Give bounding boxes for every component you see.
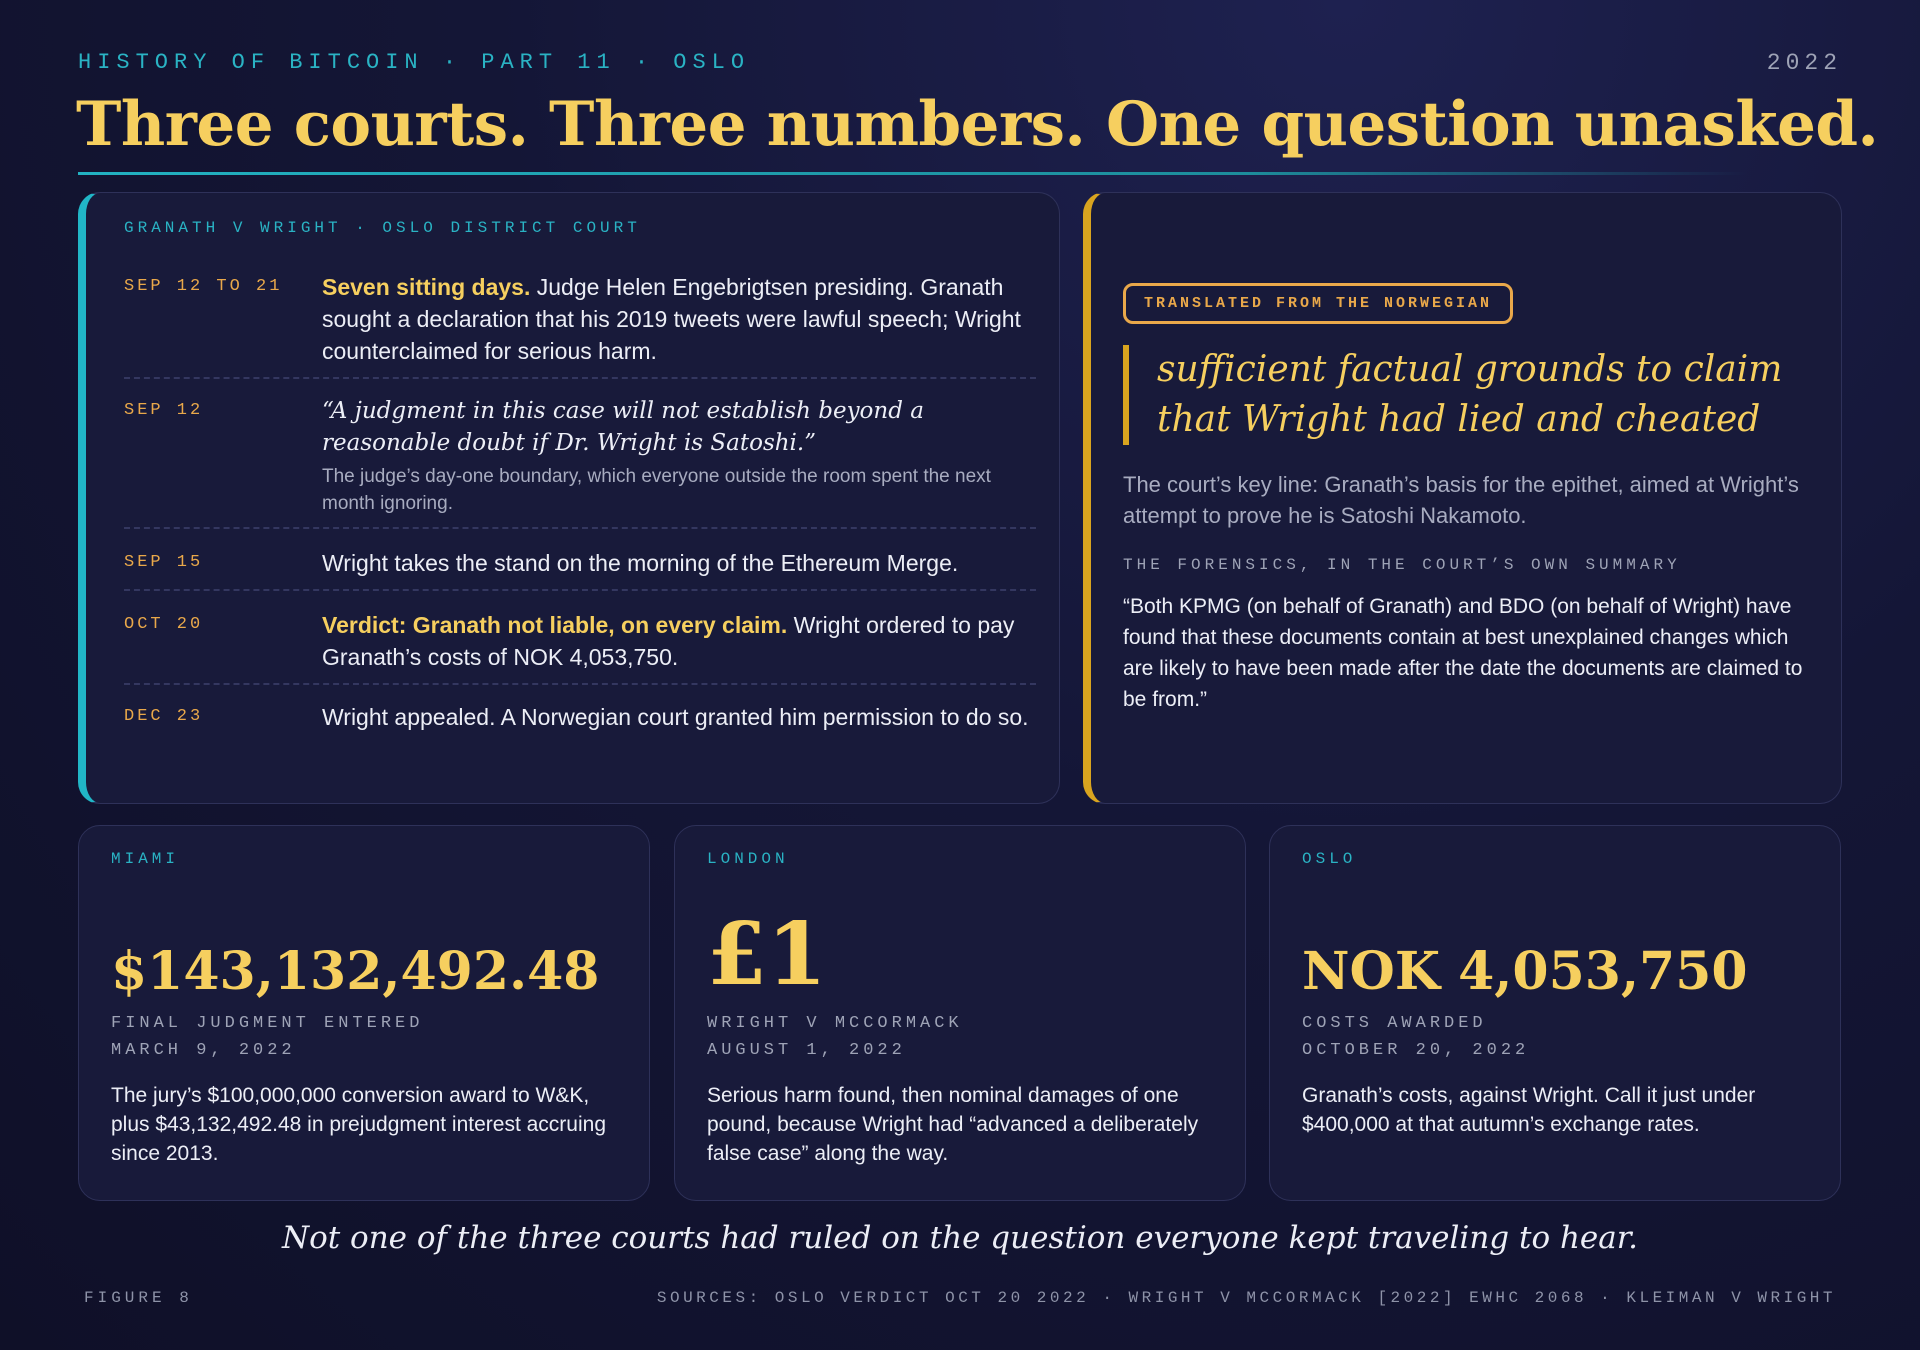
timeline-highlight: Seven sitting days. — [322, 274, 531, 300]
stat-location: MIAMI — [111, 850, 180, 868]
forensics-quote: “Both KPMG (on behalf of Granath) and BDO (on behalf of Wright) have found that these documents contain at best unexplained changes which are likely to have been made after the date the documents are claimed to be from.” — [1123, 595, 1803, 711]
series-kicker: HISTORY OF BITCOIN · PART 11 · OSLO — [78, 50, 751, 75]
stat-caption: WRIGHT V MCCORMACK — [707, 1014, 963, 1033]
figure-label: FIGURE 8 — [84, 1289, 193, 1307]
sources-line: SOURCES: OSLO VERDICT OCT 20 2022 · WRIGHT V MCCORMACK [2022] EWHC 2068 · KLEIMAN V WRIGHT — [656, 1289, 1836, 1307]
stat-date: MARCH 9, 2022 — [111, 1041, 296, 1060]
timeline-date: SEP 15 — [124, 553, 204, 572]
timeline-text — [322, 271, 1036, 367]
timeline-entry — [124, 398, 1036, 529]
judge-quote: “A judgment in this case will not establish beyond a reasonable doubt if Dr. Wright is Satoshi.” — [322, 398, 924, 456]
stat-amount: £1 — [707, 904, 827, 1005]
timeline-entry — [124, 704, 1036, 777]
stat-description: The jury’s $100,000,000 conversion award to W&K, plus $43,132,492.48 in prejudgment interest accruing since 2013. — [111, 1084, 606, 1165]
stat-date: AUGUST 1, 2022 — [707, 1041, 906, 1060]
page-title: Three courts. Three numbers. One question unasked. — [76, 89, 1879, 160]
timeline-entry — [124, 550, 1036, 591]
timeline-card-label: GRANATH V WRIGHT · OSLO DISTRICT COURT — [124, 219, 641, 237]
stat-location: LONDON — [707, 850, 789, 868]
timeline-text: Wright appealed. A Norwegian court granted him permission to do so. — [322, 704, 1029, 730]
forensics-label: THE FORENSICS, IN THE COURT’S OWN SUMMARY — [1123, 556, 1681, 574]
stat-date: OCTOBER 20, 2022 — [1302, 1041, 1530, 1060]
verdict-quote-card — [1083, 192, 1842, 804]
timeline-date: SEP 12 TO 21 — [124, 277, 283, 296]
timeline-text: Wright takes the stand on the morning of the Ethereum Merge. — [322, 550, 959, 576]
timeline-entry — [124, 274, 1036, 379]
translated-tag: TRANSLATED FROM THE NORWEGIAN — [1123, 283, 1513, 324]
timeline-card — [78, 192, 1060, 804]
stat-description: Serious harm found, then nominal damages of one pound, because Wright had “advanced a deliberately false case” along the way. — [707, 1084, 1199, 1165]
stat-card-london — [674, 825, 1246, 1201]
judge-quote-note: The judge’s day-one boundary, which everyone outside the room spent the next month ignoring. — [322, 466, 991, 514]
stat-card-miami — [78, 825, 650, 1201]
timeline-highlight: Verdict: Granath not liable, on every claim. — [322, 612, 788, 638]
timeline-text — [322, 609, 1036, 673]
timeline-body: Wright ordered to pay Granath’s costs of NOK 4,053,750. — [322, 612, 1015, 670]
timeline-entry — [124, 612, 1036, 685]
timeline-date: SEP 12 — [124, 401, 204, 420]
pull-quote: sufficient factual grounds to claim that Wright had lied and cheated — [1123, 345, 1803, 445]
stat-amount: $143,132,492.48 — [111, 941, 600, 1002]
timeline-date: OCT 20 — [124, 615, 204, 634]
timeline-date: DEC 23 — [124, 707, 204, 726]
year-label: 2022 — [1766, 50, 1842, 76]
stat-caption: COSTS AWARDED — [1302, 1014, 1487, 1033]
closing-line: Not one of the three courts had ruled on the question everyone kept traveling to hear. — [281, 1220, 1639, 1256]
quote-explanation: The court’s key line: Granath’s basis for the epithet, aimed at Wright’s attempt to prove he is Satoshi Nakamoto. — [1123, 472, 1799, 528]
stat-card-oslo — [1269, 825, 1841, 1201]
timeline-body: Judge Helen Engebrigtsen presiding. Granath sought a declaration that his 2019 tweets were lawful speech; Wright counterclaimed for serious harm. — [322, 274, 1021, 364]
stat-description: Granath’s costs, against Wright. Call it just under $400,000 at that autumn’s exchange rates. — [1302, 1084, 1756, 1136]
stat-caption: FINAL JUDGMENT ENTERED — [111, 1014, 424, 1033]
stat-amount: NOK 4,053,750 — [1302, 941, 1748, 1002]
stat-location: OSLO — [1302, 850, 1357, 868]
title-rule — [78, 172, 1748, 175]
